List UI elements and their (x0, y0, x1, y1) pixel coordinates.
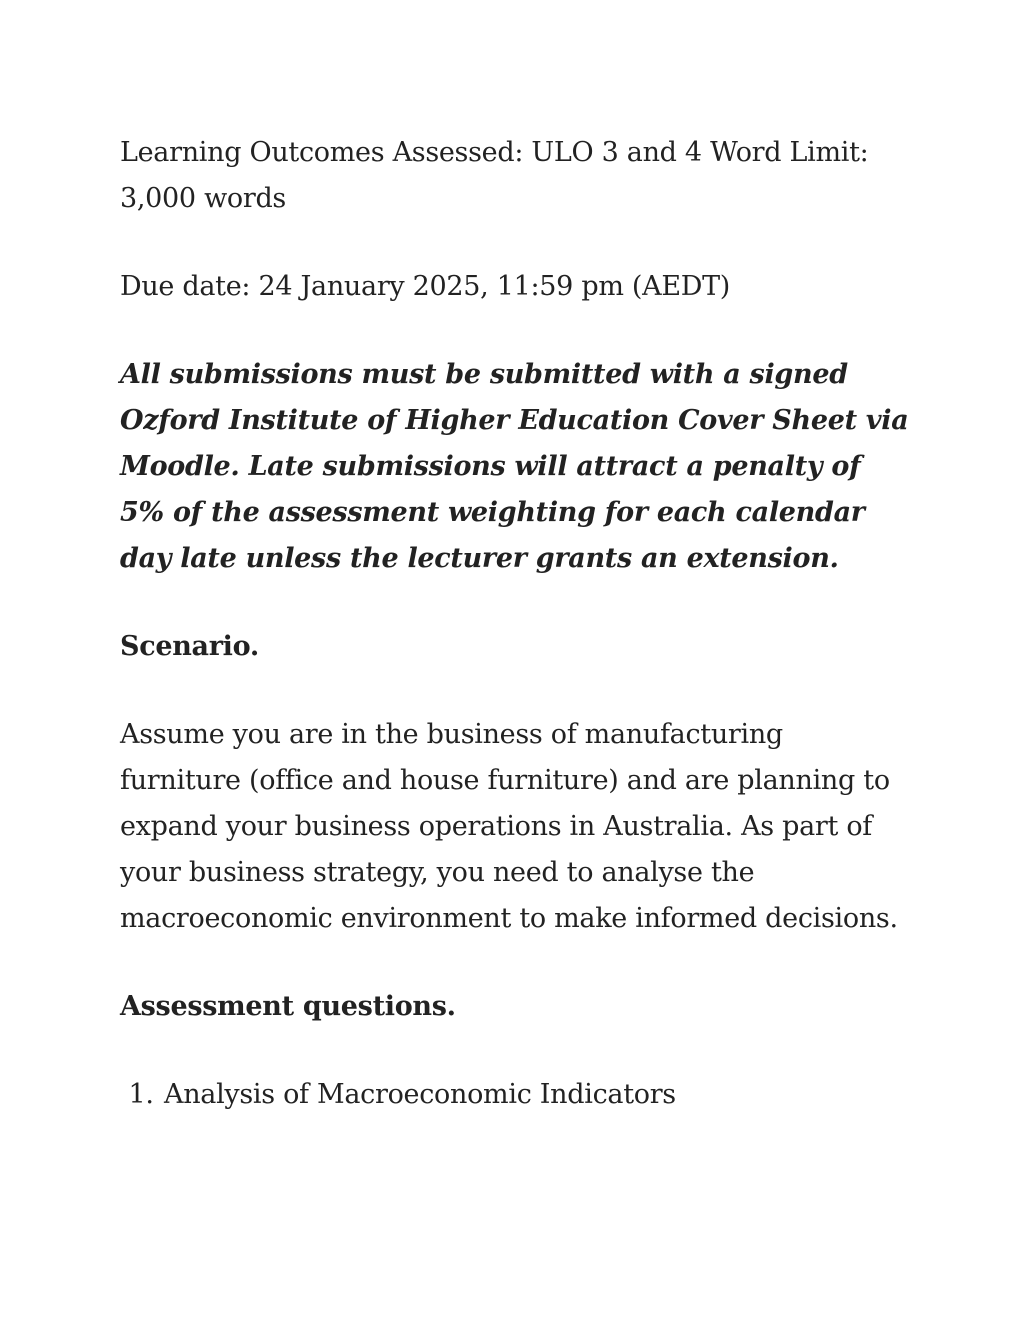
scenario-heading: Scenario. (120, 631, 259, 662)
questions-list (120, 1072, 910, 1118)
learning-outcomes-text: Learning Outcomes Assessed: ULO 3 and 4 Word Limit: 3,000 words (120, 137, 869, 214)
document-page (120, 130, 910, 1118)
assessment-questions-heading: Assessment questions. (120, 991, 456, 1022)
scenario-paragraph: Assume you are in the business of manufacturing furniture (office and house furniture) and are planning to expand your business operations in Australia. As part of your business strategy, you need to analyse the macroeconomic environment to make informed decisions. (120, 719, 898, 934)
question-item: 1. Analysis of Macroeconomic Indicators (162, 1072, 910, 1118)
due-date-text: Due date: 24 January 2025, 11:59 pm (AEDT) (120, 271, 731, 302)
submission-notice: All submissions must be submitted with a signed Ozford Institute of Higher Education Cover Sheet via Moodle. Late submissions will attract a penalty of 5% of the assessment weighting for each calendar day late unless the lecturer grants an extension. (120, 359, 909, 574)
